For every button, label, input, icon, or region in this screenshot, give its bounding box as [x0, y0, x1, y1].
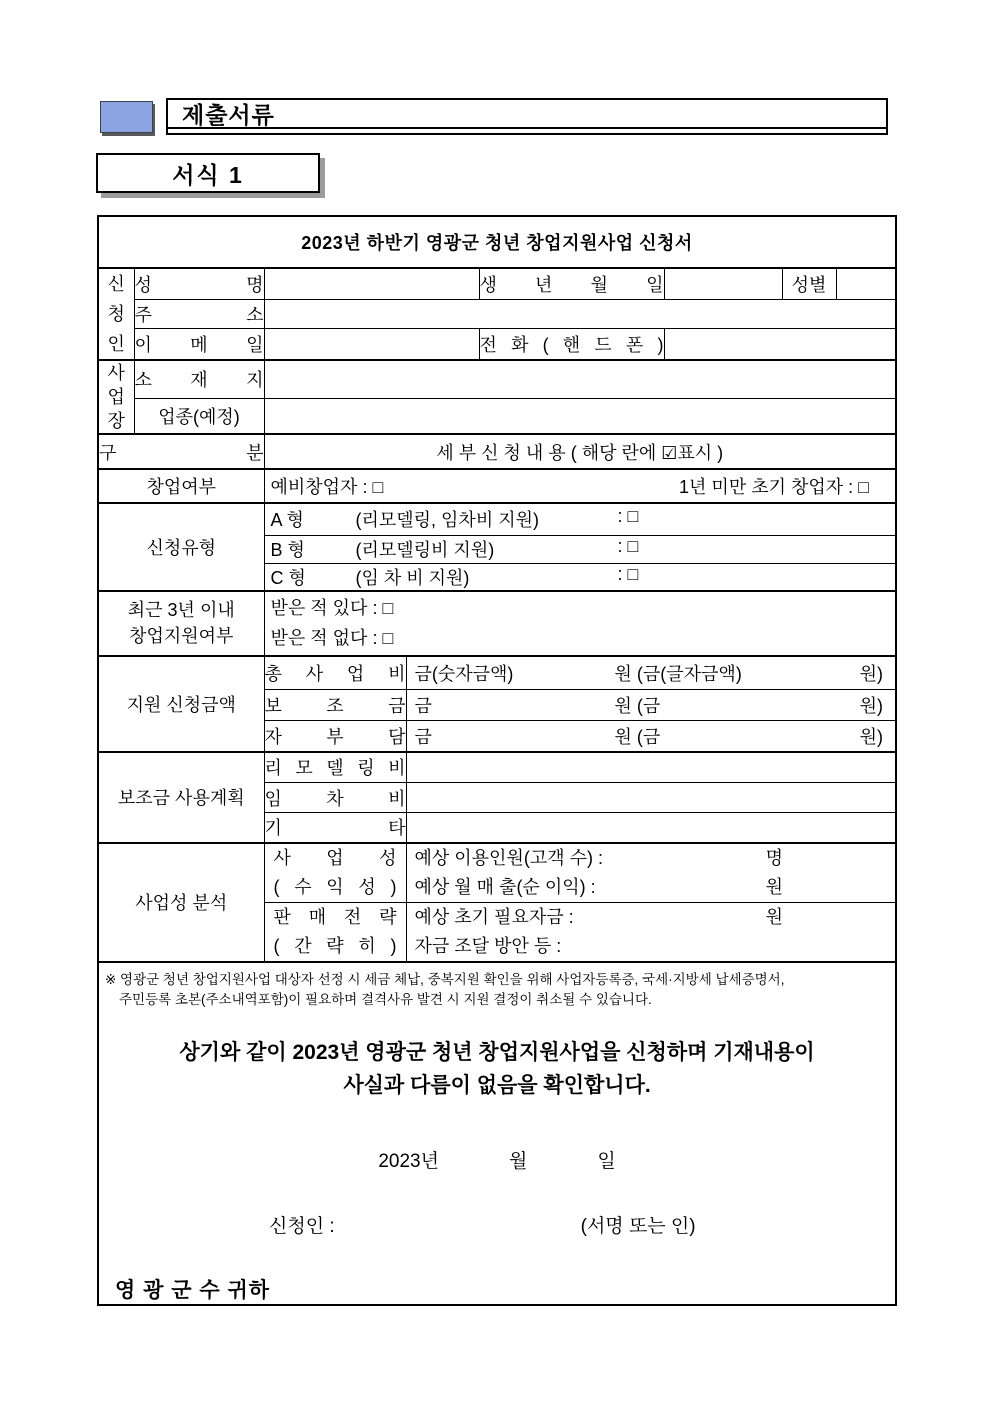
subsidy-part2: 원 (금	[614, 696, 661, 716]
submission-documents-heading-underline	[168, 100, 886, 129]
type-a-code: A 형	[270, 510, 304, 531]
type-b-checkbox[interactable]: : □	[617, 536, 639, 556]
subsidy-input-cell[interactable]	[406, 690, 896, 721]
rent-cost-label: 임 차 비	[264, 783, 406, 813]
type-a-checkbox[interactable]: : □	[617, 506, 639, 527]
date-line	[99, 1146, 895, 1173]
feasibility-group-label: 사업성 분석	[98, 843, 264, 963]
declaration-section	[98, 962, 896, 1305]
profitability-label-cell	[264, 843, 406, 903]
sales-strategy-label-line1: 판 매 전 략	[273, 907, 397, 927]
other-cost-label: 기 타	[264, 813, 406, 843]
name-label: 성 명	[134, 268, 264, 299]
startup-status-label: 창업여부	[98, 469, 264, 503]
sales-strategy-label-line2: ( 간 략 히 )	[273, 936, 397, 956]
type-c-row	[264, 563, 896, 591]
form-number-label: 서식 1	[172, 161, 244, 188]
signature-line	[99, 1211, 895, 1238]
startup-status-options-cell	[264, 469, 896, 503]
self-funding-input-cell[interactable]	[406, 721, 896, 752]
email-label: 이 메 일	[134, 329, 264, 360]
expected-customers-unit: 명	[765, 847, 784, 868]
applicant-signer-label: 신청인 :	[269, 1216, 335, 1237]
date-day[interactable]: 일	[597, 1151, 616, 1172]
industry-label: 업종(예정)	[134, 398, 264, 434]
recent-support-label-cell	[98, 591, 264, 656]
business-group-label: 사업장	[107, 363, 125, 431]
early-startup-checkbox-option[interactable]: 1년 미만 초기 창업자 : □	[679, 477, 870, 497]
profitability-label-line2: ( 수 익 성 )	[273, 876, 397, 897]
amount-group-label: 지원 신청금액	[98, 656, 264, 752]
total-cost-label: 총 사 업 비	[264, 656, 406, 690]
type-a-desc: (리모델링, 임차비 지원)	[355, 510, 539, 531]
remodeling-cost-input-cell[interactable]	[406, 752, 896, 783]
type-b-row	[264, 535, 896, 563]
recent-support-label-line1: 최근 3년 이내	[127, 600, 235, 620]
business-group-cell	[98, 360, 134, 434]
pre-startup-checkbox-option[interactable]: 예비창업자 : □	[270, 477, 384, 497]
expected-sales-label: 예상 월 매 출(순 이익) :	[414, 876, 596, 897]
expected-sales-unit: 원	[765, 876, 784, 897]
budget-plan-group-label: 보조금 사용계획	[98, 752, 264, 843]
received-yes-checkbox-option[interactable]: 받은 적 있다 : □	[270, 598, 394, 618]
address-input-cell[interactable]	[264, 299, 896, 329]
business-location-input-cell[interactable]	[264, 360, 896, 398]
gender-input-cell[interactable]	[836, 268, 896, 299]
self-funding-part2: 원 (금	[614, 726, 661, 747]
submission-documents-heading: 제출서류	[182, 102, 275, 128]
initial-funds-unit: 원	[765, 907, 784, 927]
remodeling-cost-label: 리 모 델 링 비	[264, 752, 406, 783]
business-location-label: 소 재 지	[134, 360, 264, 398]
industry-input-cell[interactable]	[264, 398, 896, 434]
signature-note[interactable]: (서명 또는 인)	[580, 1216, 696, 1237]
self-funding-part1: 금	[414, 726, 432, 747]
recipient-line: 영 광 군 수 귀하	[115, 1279, 271, 1302]
profitability-label-line1: 사 업 성	[273, 847, 397, 868]
declaration-line2: 사실과 다름이 없음을 확인합니다.	[343, 1074, 651, 1097]
submission-documents-heading-box	[166, 98, 888, 135]
type-b-desc: (리모델링비 지원)	[355, 540, 495, 560]
apply-type-label: 신청유형	[98, 503, 264, 591]
type-a-row	[264, 503, 896, 535]
applicant-group-cell	[98, 268, 134, 360]
declaration-line1: 상기와 같이 2023년 영광군 청년 창업지원사업을 신청하며 기재내용이	[179, 1041, 815, 1064]
footnote-line1: ※ 영광군 청년 창업지원사업 대상자 선정 시 세금 체납, 중복지원 확인을 위해 사업자등록증, 국세·지방세 납세증명서,	[105, 972, 785, 987]
type-c-code: C 형	[270, 567, 306, 588]
form-title: 2023년 하반기 영광군 청년 창업지원사업 신청서	[98, 216, 896, 268]
birthdate-input-cell[interactable]	[664, 268, 782, 299]
self-funding-part3: 원)	[859, 726, 884, 747]
birthdate-label: 생 년 월 일	[479, 268, 664, 299]
expected-customers-label: 예상 이용인원(고객 수) :	[414, 847, 603, 868]
type-c-checkbox[interactable]: : □	[617, 563, 639, 584]
type-b-code: B 형	[270, 540, 305, 560]
detail-header-label: 세 부 신 청 내 용 ( 해당 란에 ☑표시 )	[264, 434, 896, 469]
footnote-line2: 주민등록 초본(주소내역포함)이 필요하며 결격사유 발견 시 지원 결정이 취소될 수 있습니다.	[119, 992, 652, 1007]
total-cost-part1: 금(숫자금액)	[414, 663, 514, 684]
declaration-text	[99, 1036, 895, 1102]
recent-support-options-cell	[264, 591, 896, 656]
date-year[interactable]: 2023년	[378, 1151, 439, 1172]
funding-method-label: 자금 조달 방안 등 :	[414, 936, 562, 956]
subsidy-part3: 원)	[859, 696, 884, 716]
applicant-group-label: 신청인	[107, 274, 125, 354]
total-cost-part3: 원)	[859, 663, 884, 684]
rent-cost-input-cell[interactable]	[406, 783, 896, 813]
profitability-input-cell[interactable]	[406, 843, 896, 903]
category-label: 구 분	[98, 434, 264, 469]
phone-input-cell[interactable]	[664, 329, 896, 360]
blue-accent-square	[100, 101, 153, 133]
type-c-desc: (임 차 비 지원)	[355, 567, 470, 588]
sales-strategy-input-cell[interactable]	[406, 903, 896, 963]
sales-strategy-label-cell	[264, 903, 406, 963]
subsidy-label: 보 조 금	[264, 690, 406, 721]
footnote	[99, 963, 895, 1010]
name-input-cell[interactable]	[264, 268, 479, 299]
gender-label: 성별	[782, 268, 836, 299]
self-funding-label: 자 부 담	[264, 721, 406, 752]
form-number-badge	[96, 153, 320, 193]
initial-funds-label: 예상 초기 필요자금 :	[414, 907, 574, 927]
subsidy-part1: 금	[414, 696, 432, 716]
received-no-checkbox-option[interactable]: 받은 적 없다 : □	[270, 628, 394, 648]
total-cost-part2: 원 (금(글자금액)	[614, 663, 742, 684]
address-label: 주 소	[134, 299, 264, 329]
phone-label: 전 화 ( 핸 드 폰 )	[479, 329, 664, 360]
date-month[interactable]: 월	[508, 1151, 528, 1172]
total-cost-input-cell[interactable]	[406, 656, 896, 690]
email-input-cell[interactable]	[264, 329, 479, 360]
other-cost-input-cell[interactable]	[406, 813, 896, 843]
recent-support-label-line2: 창업지원여부	[129, 626, 234, 646]
application-form-table	[97, 215, 897, 1306]
